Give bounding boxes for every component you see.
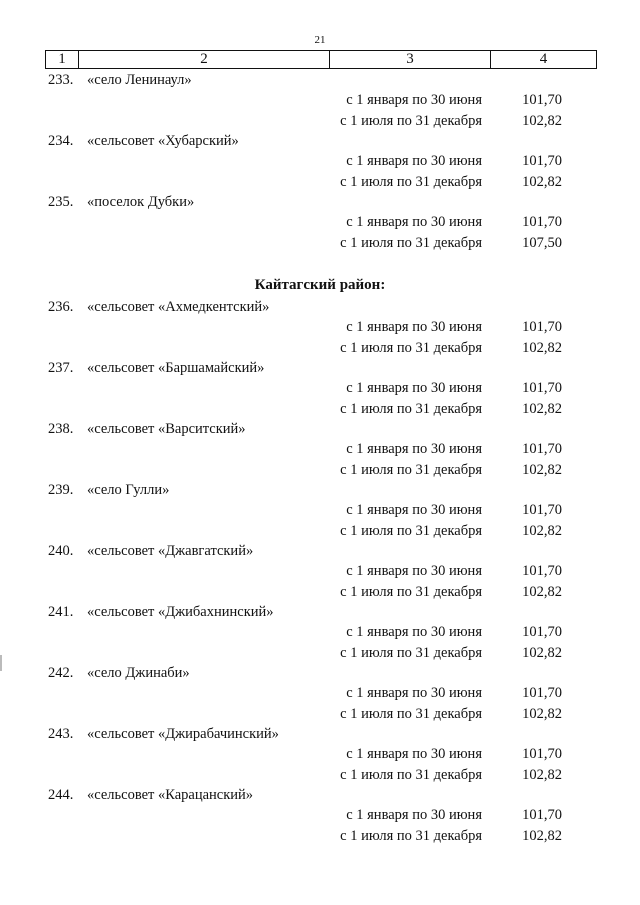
column-header-4: 4 [491, 51, 597, 69]
entry-title-row [0, 131, 640, 151]
entry [0, 480, 640, 541]
entry-number: 244. [48, 787, 74, 803]
period-row [0, 744, 640, 765]
index-value: 107,50 [522, 234, 562, 251]
index-value: 102,82 [522, 766, 562, 783]
period-row [0, 151, 640, 172]
period-row [0, 338, 640, 359]
entry-number: 237. [48, 360, 74, 376]
period-label: с 1 января по 30 июня [346, 441, 482, 457]
index-value: 102,82 [522, 705, 562, 722]
entry-title-row [0, 663, 640, 683]
period-label: с 1 января по 30 июня [346, 502, 482, 518]
entry-name: «село Джинаби» [87, 665, 190, 681]
period-label: с 1 июля по 31 декабря [340, 234, 482, 251]
period-row [0, 500, 640, 521]
index-value: 102,82 [522, 173, 562, 190]
period-label: с 1 января по 30 июня [346, 807, 482, 823]
entries-group-1 [0, 70, 640, 253]
entry-number: 238. [48, 421, 74, 437]
period-row [0, 172, 640, 193]
period-row [0, 826, 640, 847]
district-heading: Кайтагский район: [254, 277, 386, 293]
period-row [0, 683, 640, 704]
period-row [0, 521, 640, 542]
entry [0, 131, 640, 192]
document-body [0, 70, 640, 846]
entry-title-row [0, 358, 640, 378]
entry-title-row [0, 541, 640, 561]
index-value: 102,82 [522, 644, 562, 661]
period-label: с 1 января по 30 июня [346, 380, 482, 396]
entry-name: «поселок Дубки» [87, 194, 195, 210]
period-row [0, 805, 640, 826]
column-header-table [45, 50, 597, 69]
entry-title-row [0, 419, 640, 439]
entry-title-row [0, 785, 640, 805]
entry [0, 70, 640, 131]
index-value: 101,70 [522, 807, 562, 823]
period-row [0, 378, 640, 399]
entry-name: «сельсовет «Хубарский» [87, 133, 239, 149]
period-row [0, 317, 640, 338]
period-label: с 1 января по 30 июня [346, 746, 482, 762]
period-row [0, 111, 640, 132]
entry-name: «сельсовет «Баршамайский» [87, 360, 265, 376]
index-value: 101,70 [522, 563, 562, 579]
entry-number: 235. [48, 194, 74, 210]
entry-name: «село Ленинаул» [87, 72, 192, 88]
entry-title-row [0, 724, 640, 744]
period-label: с 1 июля по 31 декабря [340, 705, 482, 722]
period-label: с 1 января по 30 июня [346, 92, 482, 108]
index-value: 102,82 [522, 339, 562, 356]
index-value: 101,70 [522, 380, 562, 396]
period-row [0, 212, 640, 233]
period-label: с 1 января по 30 июня [346, 153, 482, 169]
entry-number: 242. [48, 665, 74, 681]
period-row [0, 90, 640, 111]
index-value: 102,82 [522, 827, 562, 844]
period-label: с 1 июля по 31 декабря [340, 400, 482, 417]
index-value: 101,70 [522, 92, 562, 108]
period-row [0, 582, 640, 603]
page-number: 21 [314, 34, 326, 46]
period-label: с 1 июля по 31 декабря [340, 339, 482, 356]
period-row [0, 439, 640, 460]
scan-edge-mark [0, 655, 2, 671]
period-row [0, 399, 640, 420]
index-value: 102,82 [522, 112, 562, 129]
entry-title-row [0, 602, 640, 622]
entry-name: «сельсовет «Джибахнинский» [87, 604, 274, 620]
entry-name: «сельсовет «Джавгатский» [87, 543, 254, 559]
index-value: 101,70 [522, 319, 562, 335]
period-row [0, 704, 640, 725]
period-row [0, 643, 640, 664]
entry [0, 192, 640, 253]
column-header-1: 1 [46, 51, 79, 69]
period-label: с 1 июля по 31 декабря [340, 583, 482, 600]
entry [0, 602, 640, 663]
entry-number: 243. [48, 726, 74, 742]
column-header-2: 2 [79, 51, 330, 69]
period-label: с 1 января по 30 июня [346, 563, 482, 579]
period-label: с 1 января по 30 июня [346, 214, 482, 230]
index-value: 101,70 [522, 214, 562, 230]
entry-number: 236. [48, 299, 74, 315]
index-value: 101,70 [522, 441, 562, 457]
period-row [0, 765, 640, 786]
column-header-row [46, 51, 597, 69]
entry [0, 663, 640, 724]
entries-group-2 [0, 297, 640, 846]
index-value: 101,70 [522, 685, 562, 701]
period-label: с 1 января по 30 июня [346, 319, 482, 335]
index-value: 102,82 [522, 400, 562, 417]
index-value: 101,70 [522, 153, 562, 169]
entry [0, 358, 640, 419]
entry-title-row [0, 192, 640, 212]
entry-name: «сельсовет «Ахмедкентский» [87, 299, 270, 315]
period-label: с 1 июля по 31 декабря [340, 522, 482, 539]
period-row [0, 561, 640, 582]
column-header-3: 3 [330, 51, 491, 69]
entry [0, 785, 640, 846]
entry-name: «сельсовет «Джирабачинский» [87, 726, 279, 742]
period-row [0, 460, 640, 481]
entry-name: «село Гулли» [87, 482, 170, 498]
entry-name: «сельсовет «Варситский» [87, 421, 246, 437]
period-label: с 1 июля по 31 декабря [340, 173, 482, 190]
period-row [0, 622, 640, 643]
entry-title-row [0, 70, 640, 90]
index-value: 101,70 [522, 624, 562, 640]
period-label: с 1 июля по 31 декабря [340, 827, 482, 844]
index-value: 101,70 [522, 746, 562, 762]
index-value: 102,82 [522, 522, 562, 539]
entry [0, 297, 640, 358]
entry-number: 241. [48, 604, 74, 620]
index-value: 102,82 [522, 583, 562, 600]
entry-title-row [0, 480, 640, 500]
period-label: с 1 января по 30 июня [346, 624, 482, 640]
period-label: с 1 июля по 31 декабря [340, 112, 482, 129]
entry [0, 724, 640, 785]
entry-name: «сельсовет «Карацанский» [87, 787, 254, 803]
period-row [0, 233, 640, 254]
period-label: с 1 июля по 31 декабря [340, 461, 482, 478]
entry-number: 234. [48, 133, 74, 149]
index-value: 101,70 [522, 502, 562, 518]
period-label: с 1 июля по 31 декабря [340, 644, 482, 661]
entry [0, 419, 640, 480]
period-label: с 1 января по 30 июня [346, 685, 482, 701]
entry-title-row [0, 297, 640, 317]
index-value: 102,82 [522, 461, 562, 478]
period-label: с 1 июля по 31 декабря [340, 766, 482, 783]
entry [0, 541, 640, 602]
entry-number: 239. [48, 482, 74, 498]
entry-number: 240. [48, 543, 74, 559]
entry-number: 233. [48, 72, 74, 88]
